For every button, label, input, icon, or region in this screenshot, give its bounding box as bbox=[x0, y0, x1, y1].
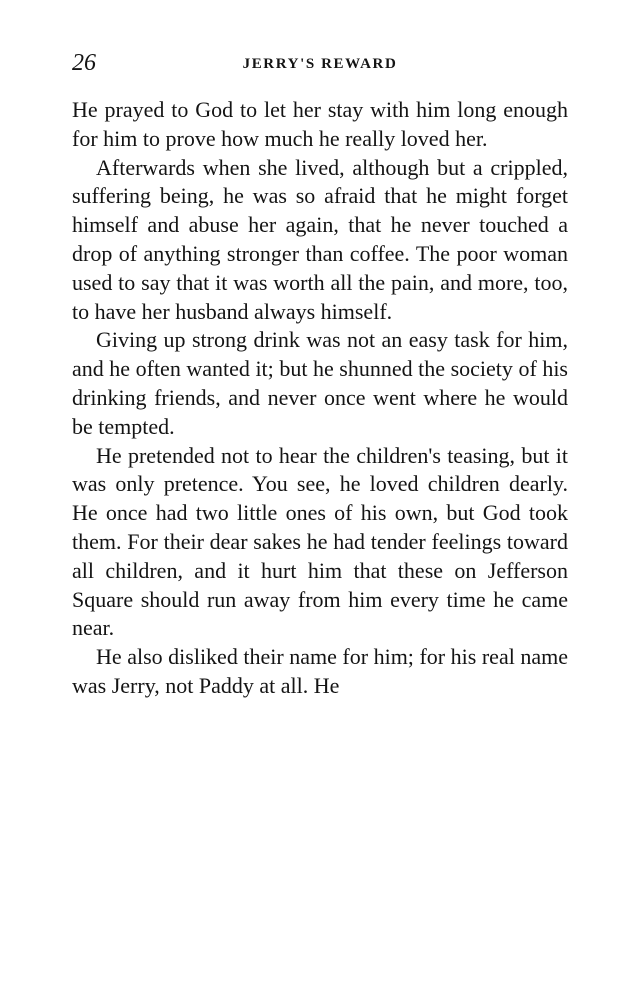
paragraph-4: He pretended not to hear the children's teasing, but it was only pretence. You see, he loved children dearly. He once had two little ones of his own, but God took them. For their dear sakes he had tender feelings toward all children, and it hurt him that these on Jefferson Square should run away from him every time he came near. bbox=[72, 442, 568, 641]
paragraph-1: He prayed to God to let her stay with him long enough for him to prove how much he really loved her. bbox=[72, 97, 568, 151]
page-header bbox=[72, 48, 568, 78]
paragraph-3: Giving up strong drink was not an easy task for him, and he often wanted it; but he shunned the society of his drinking friends, and never once went where he would be tempted. bbox=[72, 327, 568, 439]
body-text bbox=[72, 96, 568, 701]
page-number: 26 bbox=[72, 50, 96, 76]
paragraph-5: He also disliked their name for him; for his real name was Jerry, not Paddy at all. He bbox=[72, 644, 568, 698]
running-head: JERRY'S REWARD bbox=[242, 56, 398, 72]
paragraph-2: Afterwards when she lived, although but a crippled, suffering being, he was so afraid that he might forget himself and abuse her again, that he never touched a drop of anything stronger than coffee. The poor woman used to say that it was worth all the pain, and more, too, to have her husband always himself. bbox=[72, 154, 568, 324]
